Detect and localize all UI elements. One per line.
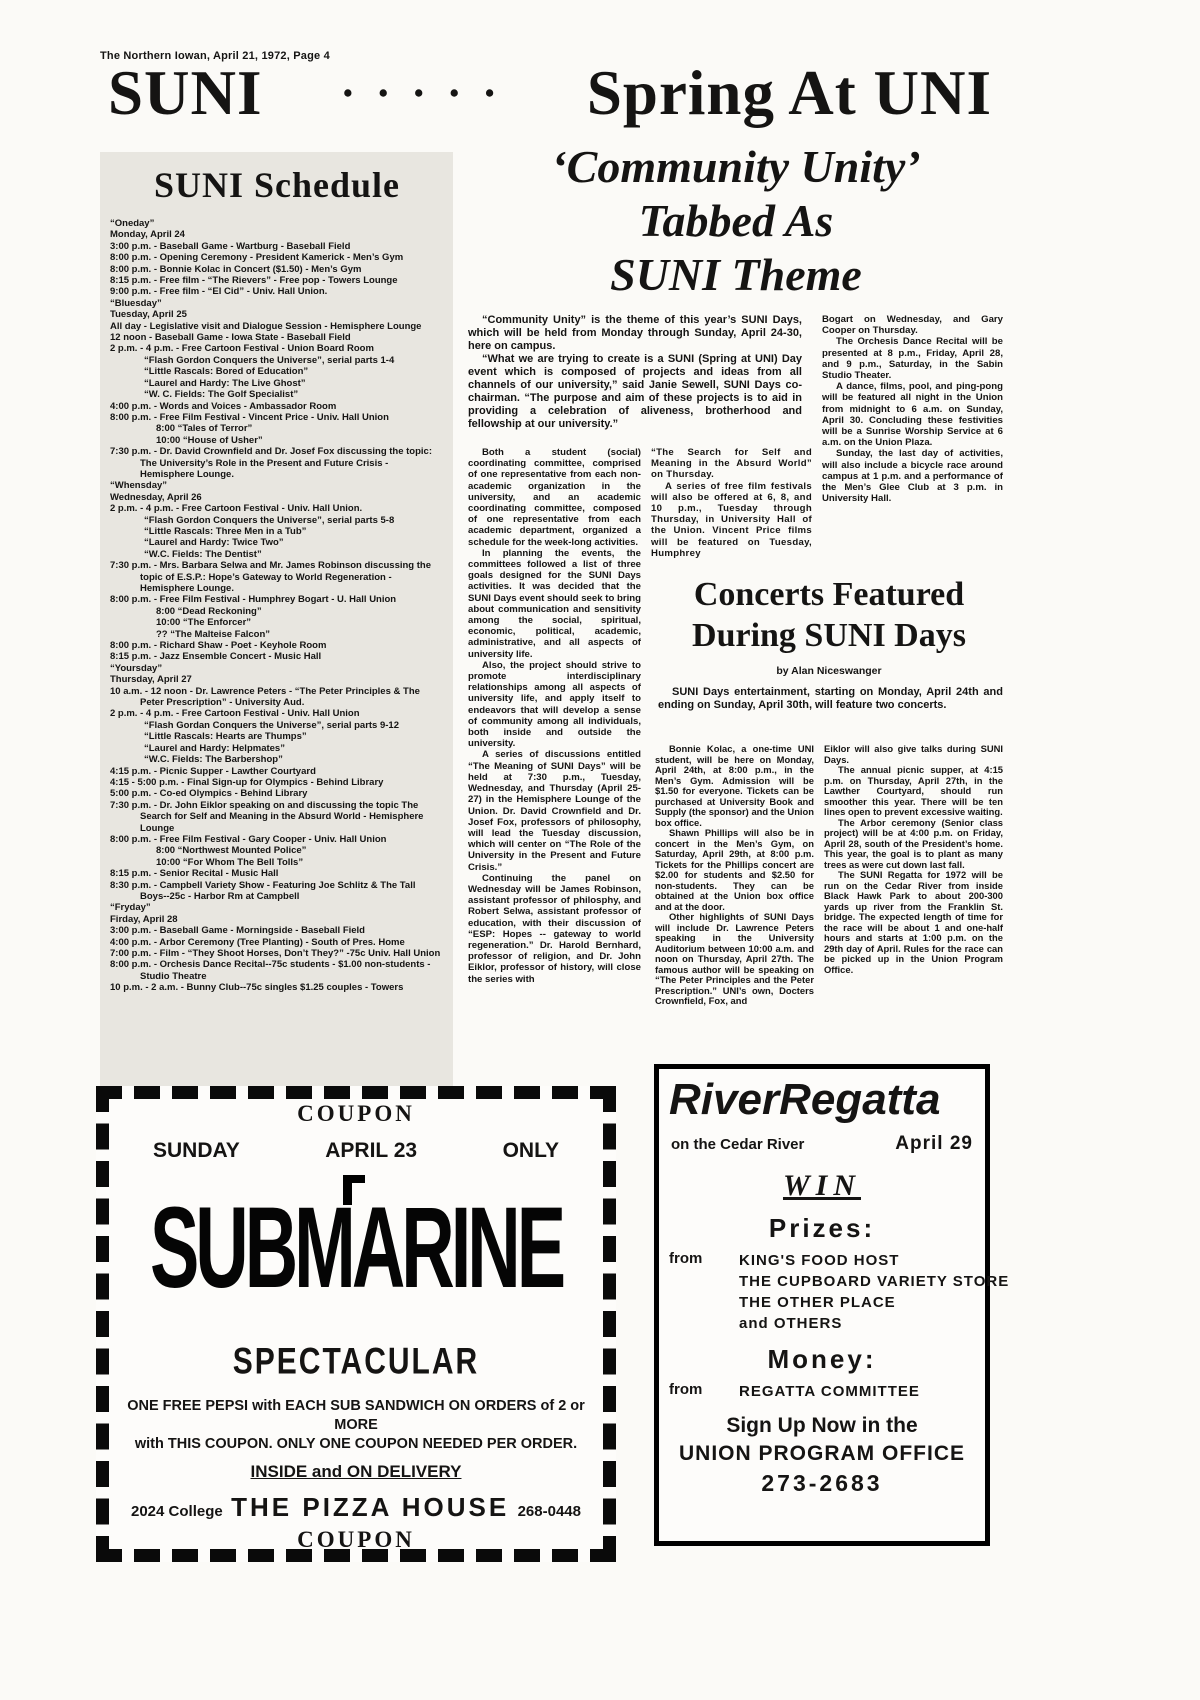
schedule-line: 2 p.m. - 4 p.m. - Free Cartoon Festival - Univ. Hall Union.: [110, 503, 363, 515]
delivery-label: INSIDE and ON DELIVERY: [250, 1462, 462, 1481]
concerts-article-lead: [658, 686, 1003, 712]
schedule-line: 10:00 “For Whom The Bell Tolls”: [156, 856, 304, 868]
schedule-line: All day - Legislative visit and Dialogue Session - Hemisphere Lounge: [110, 320, 422, 332]
schedule-line: 10 p.m. - 2 a.m. - Bunny Club--75c singles $1.25 couples - Towers: [110, 982, 404, 994]
schedule-line: “Yoursday”: [110, 662, 163, 674]
schedule-line: 8:00 p.m. - Free Film Festival - Gary Cooper - Univ. Hall Union: [110, 833, 387, 845]
regatta-date: April 29: [895, 1133, 973, 1155]
money-from-label: from: [669, 1381, 703, 1399]
prizes-from-row: [669, 1250, 1010, 1334]
schedule-line: 2 p.m. - 4 p.m. - Free Cartoon Festival - Univ. Hall Union: [110, 708, 360, 720]
schedule-line: Wednesday, April 26: [110, 491, 202, 503]
article-paragraph: The Arbor ceremony (Senior class project) will be at 4:00 p.m. on Friday, April 28, south of the President’s home. This year, the goal is to plant as many trees as were cut down last fall.: [824, 816, 1003, 870]
prizes-list: [739, 1250, 1009, 1334]
schedule-line: “Fryday”: [110, 902, 151, 914]
schedule-line: “Laurel and Hardy: Twice Two”: [144, 537, 284, 549]
article-paragraph: Bonnie Kolac, a one-time UNI student, will be here on Monday, April 24th, at 8:00 p.m., in the Men’s Gym. Admission will be $1.50 for everyone. Tickets can be purchased at University Book and Supply (the sponsor) and the Union box office.: [655, 743, 814, 828]
schedule-line: 10:00 “House of Usher”: [156, 434, 263, 446]
schedule-line: “Oneday”: [110, 218, 155, 229]
article-paragraph: Other highlights of SUNI Days will include Dr. Lawrence Peters speaking in the University Auditorium between 10:00 a.m. and noon on Thursday, April 27th. The famous author will be speaking on “The Peter Principles and the Peter Prescription.” UNI’s own, Docters Crownfield, Fox, and: [655, 911, 814, 1006]
schedule-list: [110, 218, 444, 994]
article-paragraph: Continuing the panel on Wednesday will be James Robinson, assistant professor of philosphy, and Robert Selwa, assistant professor of education, with their discussion of “ESP: Hopes -- gateway to world regeneration.” Dr. Harold Bernhard, professor of religion, and Dr. John Eiklor, professor of history, will close the series with: [468, 872, 641, 985]
money-source: REGATTA COMMITTEE: [739, 1383, 920, 1401]
suni-schedule-panel: [100, 152, 453, 1090]
win-label: WIN: [782, 1169, 861, 1203]
schedule-line: “Little Rascals: Bored of Education”: [144, 366, 309, 378]
schedule-line: ?? “The Malteise Falcon”: [156, 628, 271, 640]
offer-line-2: with THIS COUPON. ONLY ONE COUPON NEEDED PER ORDER.: [134, 1436, 578, 1452]
coupon-label-bottom: COUPON: [297, 1527, 415, 1552]
schedule-line: Tuesday, April 25: [110, 309, 187, 321]
schedule-line: Firday, April 28: [110, 913, 178, 925]
concerts-article-column-1: [655, 744, 814, 1007]
schedule-line: 7:30 p.m. - Dr. John Eiklor speaking on and discussing the topic The Search for Self and Meaning in the Absurd World - Hemisphere Lounge: [110, 799, 424, 834]
headline-line-3: SUNI Theme: [610, 249, 862, 300]
schedule-line: 3:00 p.m. - Baseball Game - Morningside - Baseball Field: [110, 925, 365, 937]
headline-line-1: Concerts Featured: [693, 576, 965, 613]
schedule-line: 3:00 p.m. - Baseball Game - Wartburg - Baseball Field: [110, 240, 351, 252]
coupon-date: APRIL 23: [325, 1139, 418, 1162]
theme-article-column-3: [822, 314, 1003, 504]
theme-article-lead: [468, 314, 802, 431]
schedule-line: Monday, April 24: [110, 229, 185, 241]
schedule-line: 5:00 p.m. - Co-ed Olympics - Behind Library: [110, 788, 308, 800]
schedule-title: SUNI Schedule: [153, 165, 401, 205]
article-paragraph: A series of discussions entitled “The Meaning of SUNI Days” will be held at 7:30 p.m., Tuesday, Wednesday, and Thursday (April 25-27) in the Hemisphere Lounge of the Union. Dr. David Crownfield and Dr. Josef Fox, professors of philosophy, will lead the Tuesday discussion, which will center on “The Role of the University in the Present and Future Crisis.”: [468, 749, 641, 873]
schedule-line: 8:00 p.m. - Opening Ceremony - President Kamerick - Men’s Gym: [110, 252, 404, 264]
coupon-only: ONLY: [502, 1139, 559, 1162]
article-paragraph: Shawn Phillips will also be in concert in the Men’s Gym, on Saturday, April 29th, at 8:00 p.m. Tickets for the Phillips concert are $2.00 for students and $2.50 for non-students. They can be obtained at the Union box office and at the door.: [655, 827, 814, 912]
theme-article-column-1: [468, 447, 641, 985]
prize-sponsor: and OTHERS: [739, 1315, 843, 1333]
concerts-article-column-2: [824, 744, 1003, 975]
schedule-line: “Laurel and Hardy: The Live Ghost”: [144, 377, 306, 389]
schedule-line: 8:00 p.m. - Orchesis Dance Recital--75c students - $1.00 non-students - Studio Theatre: [110, 959, 431, 982]
article-paragraph: Eiklor will also give talks during SUNI Days.: [824, 743, 1003, 765]
theme-article-headline: [470, 140, 1002, 302]
article-paragraph: Sunday, the last day of activities, will also include a bicycle race around campus at 1 p.m. and a performance of the Men’s Glee Club at 3 p.m. in University Hall.: [822, 448, 1003, 505]
coupon-date-row: [125, 1139, 587, 1163]
article-paragraph: “The Search for Self and Meaning in the Absurd World” on Thursday.: [651, 447, 812, 481]
schedule-line: 4:00 p.m. - Arbor Ceremony (Tree Planting) - South of Pres. Home: [110, 936, 405, 948]
schedule-line: 10:00 “The Enforcer”: [156, 617, 252, 629]
article-paragraph: Both a student (social) coordinating committee, comprised of one representative from each non-academic organization in the university, and an academic coordinating committee, composed of one representative from each academic department, organized a schedule for the week-long activities.: [468, 447, 641, 548]
schedule-line: 8:15 p.m. - Senior Recital - Music Hall: [110, 868, 279, 880]
regatta-phone: 273-2683: [761, 1470, 883, 1497]
schedule-line: 7:30 p.m. - Dr. David Crownfield and Dr. Josef Fox discussing the topic: The University’s Role in the Present and Future Crisis - Hemisphere Lounge.: [110, 446, 433, 480]
schedule-line: “Flash Gordon Conquers the Universe”, serial parts 5-8: [144, 514, 395, 526]
schedule-line: 7:30 p.m. - Mrs. Barbara Selwa and Mr. James Robinson discussing the topic of E.S.P.: Hope’s Gateway to World Regeneration - Hemisphere Lounge.: [110, 560, 431, 594]
schedule-line: Thursday, April 27: [110, 674, 192, 686]
signup-line-1: Sign Up Now in the: [726, 1414, 918, 1438]
schedule-line: 8:00 p.m. - Richard Shaw - Poet - Keyhole Room: [110, 640, 327, 652]
article-paragraph: SUNI Days entertainment, starting on Monday, April 24th and ending on Sunday, April 30th, will feature two concerts.: [658, 686, 1003, 711]
theme-article-column-2: [651, 447, 812, 559]
schedule-line: 8:00 p.m. - Free Film Festival - Humphrey Bogart - U. Hall Union: [110, 594, 397, 606]
schedule-line: 12 noon - Baseball Game - Iowa State - Baseball Field: [110, 332, 351, 344]
masthead: [108, 58, 992, 128]
article-paragraph: The SUNI Regatta for 1972 will be run on the Cedar River from inside Black Hawk Park to about 200-300 yards up river from the Franklin St. bridge. The expected length of time for the race will be about 1 and one-half hours and starts at 1:00 p.m. on the 29th day of April. Rules for the race can be picked up in the Union Program Office.: [824, 869, 1003, 975]
schedule-line: 8:00 p.m. - Bonnie Kolac in Concert ($1.50) - Men’s Gym: [110, 263, 362, 275]
schedule-line: 2 p.m. - 4 p.m. - Free Cartoon Festival - Union Board Room: [110, 343, 374, 355]
headline-line-2: During SUNI Days: [692, 617, 966, 654]
article-paragraph: The Orchesis Dance Recital will be presented at 8 p.m., Friday, April 28, and 9 p.m., Saturday, in the Sabin Studio Theater.: [822, 336, 1003, 382]
schedule-line: “Flash Gordan Conquers the Universe”, serial parts 9-12: [144, 719, 399, 731]
schedule-line: “Flash Gordon Conquers the Universe”, serial parts 1-4: [144, 354, 395, 366]
store-phone: 268-0448: [517, 1503, 581, 1520]
article-paragraph: Bogart on Wednesday, and Gary Cooper on Thursday.: [822, 314, 1003, 337]
page-folio: The Northern Iowan, April 21, 1972, Page 4: [100, 50, 330, 62]
store-name: THE PIZZA HOUSE: [231, 1492, 510, 1522]
schedule-line: “Little Rascals: Hearts are Thumps”: [144, 731, 307, 743]
masthead-dots-icon: •••••: [343, 78, 521, 108]
submarine-logo-wrap: [125, 1182, 587, 1323]
spectacular-label: SPECTACULAR: [232, 1340, 480, 1382]
schedule-line: 8:15 p.m. - Free film - “The Rievers” - Free pop - Towers Lounge: [110, 275, 398, 287]
submarine-coupon-ad: [96, 1086, 616, 1562]
schedule-line: 9:00 p.m. - Free film - “El Cid” - Univ. Hall Union.: [110, 286, 328, 298]
money-label: Money:: [767, 1344, 877, 1375]
prizes-from-label: from: [669, 1250, 703, 1268]
pizza-house-row: [125, 1492, 587, 1523]
prize-sponsor: THE OTHER PLACE: [739, 1294, 896, 1312]
schedule-line: 4:15 - 5:00 p.m. - Final Sign-up for Olympics - Behind Library: [110, 776, 384, 788]
schedule-line: “W.C. Fields: The Barbershop”: [144, 754, 283, 766]
offer-line-1: ONE FREE PEPSI with EACH SUB SANDWICH ON ORDERS of 2 or MORE: [127, 1398, 585, 1433]
regatta-title: RiverRegatta: [669, 1075, 941, 1124]
schedule-line: “Laurel and Hardy: Helpmates”: [144, 742, 285, 754]
masthead-suni: SUNI: [108, 58, 263, 128]
signup-line-2: UNION PROGRAM OFFICE: [679, 1442, 965, 1466]
prize-sponsor: KING'S FOOD HOST: [739, 1252, 900, 1270]
coupon-offer-text: [125, 1397, 587, 1454]
schedule-line: “W. C. Fields: The Golf Specialist”: [144, 389, 299, 401]
schedule-line: “Whensday”: [110, 480, 168, 492]
schedule-line: 8:30 p.m. - Campbell Variety Show - Featuring Joe Schlitz & The Tall Boys--25c - Harbor Rm at Campbell: [110, 879, 416, 902]
schedule-line: 8:00 “Dead Reckoning”: [156, 605, 262, 617]
schedule-line: 4:15 p.m. - Picnic Supper - Lawther Courtyard: [110, 765, 316, 777]
article-paragraph: The annual picnic supper, at 4:15 p.m. on Thursday, April 27th, in the Lawther Courtyard, should run smoother this year. There will be ten lines open to prevent excessive waiting.: [824, 764, 1003, 817]
store-address: 2024 College: [131, 1503, 223, 1520]
headline-line-2: Tabbed As: [638, 195, 834, 246]
article-paragraph: A series of free film festivals will also be offered at 6, 8, and 10 p.m., Tuesday through Thursday, in University Hall of the Union. Vincent Price films will be featured on Tuesday, Humphrey: [651, 480, 812, 559]
schedule-line: “Bluesday”: [110, 297, 162, 309]
article-paragraph: “Community Unity” is the theme of this year’s SUNI Days, which will be held from Monday through Sunday, April 24-30, here on campus.: [468, 314, 802, 352]
prize-sponsor: THE CUPBOARD VARIETY STORE: [739, 1273, 1010, 1291]
schedule-line: 7:00 p.m. - Film - “They Shoot Horses, Don’t They?” -75c Univ. Hall Union: [110, 948, 441, 959]
schedule-line: 8:00 “Tales of Terror”: [156, 423, 253, 435]
article-paragraph: Also, the project should strive to promote interdisciplinary relationships among all aspects of university life, and apply itself to endeavors that will develop a sense of community among all individuals, both inside and outside the university.: [468, 659, 641, 750]
schedule-line: 8:00 “Northwest Mounted Police”: [156, 845, 307, 857]
masthead-spring-at-uni: Spring At UNI: [586, 58, 992, 128]
regatta-location: on the Cedar River: [671, 1136, 805, 1154]
schedule-line: 8:00 p.m. - Free Film Festival - Vincent Price - Univ. Hall Union: [110, 411, 389, 423]
prizes-label: Prizes:: [768, 1213, 876, 1244]
schedule-line: 8:15 p.m. - Jazz Ensemble Concert - Music Hall: [110, 651, 322, 663]
concerts-byline: by Alan Niceswanger: [776, 665, 882, 677]
submarine-logo: SUBMARINE: [149, 1182, 563, 1312]
article-paragraph: In planning the events, the committees followed a list of three goals designed for the SUNI Days activities. It was decided that the SUNI Days event should seek to bring about communication and sensitivity among the social, spiritual, economic, political, academic, administrative, and all aspects of university life.: [468, 547, 641, 660]
river-regatta-ad: [654, 1064, 1010, 1546]
schedule-line: 4:00 p.m. - Words and Voices - Ambassador Room: [110, 400, 337, 412]
headline-line-1: ‘Community Unity’: [551, 141, 921, 192]
coupon-label-top: COUPON: [297, 1101, 415, 1126]
regatta-date-row: [669, 1133, 975, 1155]
article-paragraph: A dance, films, pool, and ping-pong will be featured all night in the Union from midnight to 6 a.m. on Sunday, April 30. Concluding these festivities will be a Sunrise Worship Service at 6 a.m. on the Union Plaza.: [822, 381, 1003, 449]
concerts-article-headline: [655, 574, 1003, 656]
money-from-row: [669, 1381, 975, 1402]
coupon-day: SUNDAY: [153, 1139, 240, 1162]
schedule-line: “W.C. Fields: The Dentist”: [144, 548, 262, 560]
article-paragraph: “What we are trying to create is a SUNI (Spring at UNI) Day event which is composed of projects and ideas from all channels of our university,” said Janie Sewell, SUNI Days co-chairman. “The purpose and aim of these projects is to aid in providing a celebration of aliveness, brotherhood and fellowship at our university.”: [468, 353, 802, 430]
schedule-line: “Little Rascals: Three Men in a Tub”: [144, 525, 307, 537]
schedule-line: 10 a.m. - 12 noon - Dr. Lawrence Peters - “The Peter Principles & The Peter Prescription” - University Aud.: [110, 685, 420, 709]
